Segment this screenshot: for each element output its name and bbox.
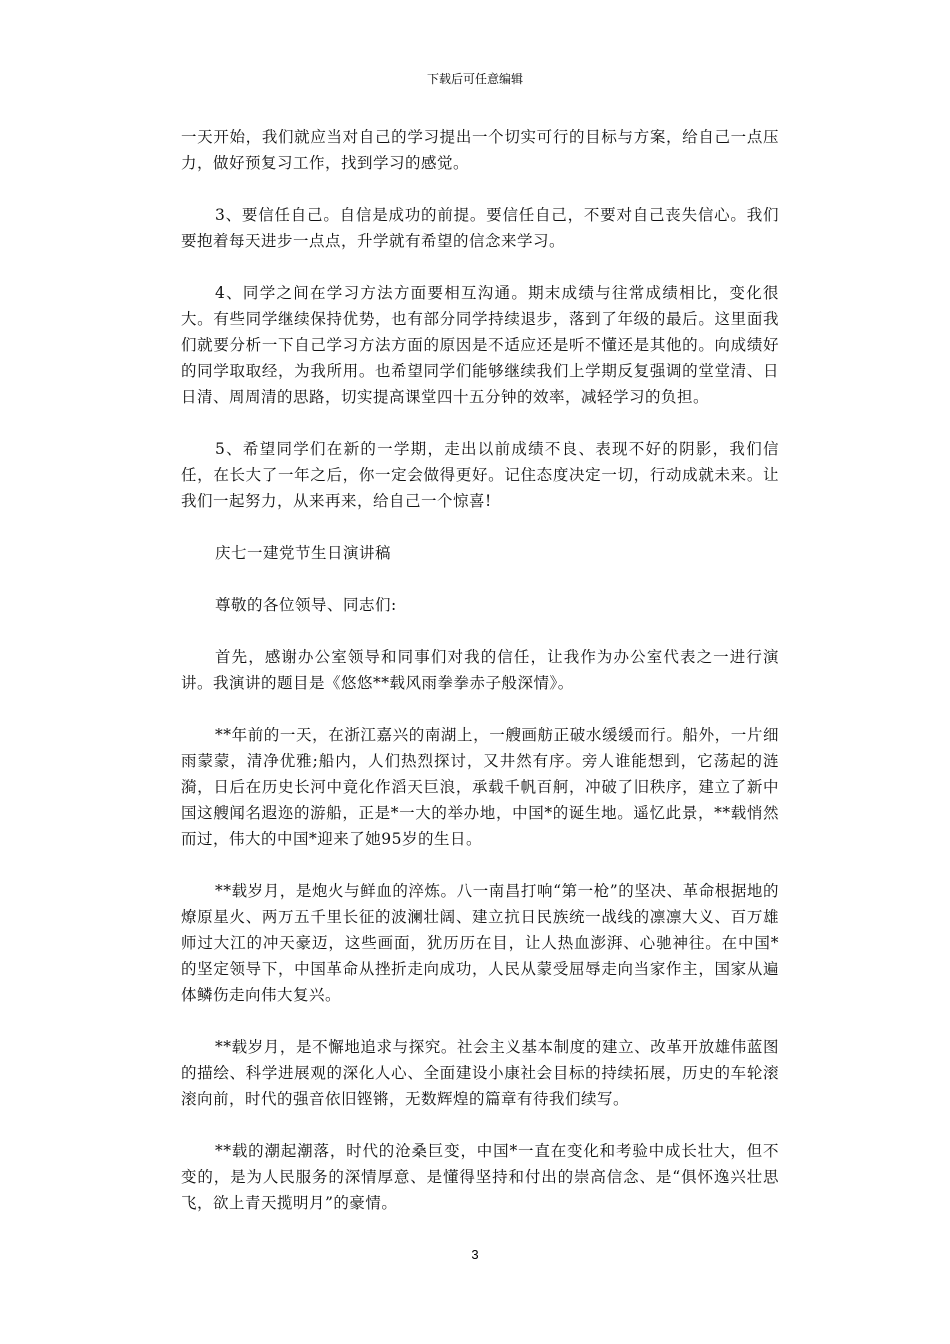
page-header: 下载后可任意编辑: [426, 72, 523, 86]
speech-paragraph-nanhu: **年前的一天，在浙江嘉兴的南湖上，一艘画舫正破水缓缓而行。船外，一片细雨蒙蒙，清净优雅;船内，人们热烈探讨，又井然有序。旁人谁能想到，它荡起的涟漪，日后在历史长河中竟化作滔天巨浪，承载千帆百舸，冲破了旧秩序，建立了新中国这艘闻名遐迩的游船，正是*一大的举办地，中国*的诞生地。遥忆此景，**载悄然而过，伟大的中国*迎来了她95岁的生日。: [181, 726, 779, 848]
paragraph-point-3: 3、要信任自己。自信是成功的前提。要信任自己，不要对自己丧失信心。我们要抱着每天进步一点点，升学就有希望的信念来学习。: [181, 206, 779, 250]
speech-paragraph-pursuit: **载岁月，是不懈地追求与探究。社会主义基本制度的建立、改革开放雄伟蓝图的描绘、科学进展观的深化人心、全面建设小康社会目标的持续拓展，历史的车轮滚滚向前，时代的强音依旧铿锵，无数辉煌的篇章有待我们续写。: [181, 1038, 779, 1108]
speech-title: 庆七一建党节生日演讲稿: [215, 544, 392, 562]
speech-paragraph-revolution: **载岁月，是炮火与鲜血的淬炼。八一南昌打响“第一枪”的坚决、革命根据地的燎原星火、两万五千里长征的波澜壮阔、建立抗日民族统一战线的凛凛大义、百万雄师过大江的冲天豪迈，这些画面，犹历历在目，让人热血澎湃、心驰神往。在中国*的坚定领导下，中国革命从挫折走向成功，人民从蒙受屈辱走向当家作主，国家从遍体鳞伤走向伟大复兴。: [181, 882, 779, 1004]
speech-salutation: 尊敬的各位领导、同志们:: [215, 596, 397, 614]
paragraph-continuation: 一天开始，我们就应当对自己的学习提出一个切实可行的目标与方案，给自己一点压力，做好预复习工作，找到学习的感觉。: [181, 128, 779, 172]
paragraph-point-5: 5、希望同学们在新的一学期，走出以前成绩不良、表现不好的阴影，我们信任，在长大了一年之后，你一定会做得更好。记住态度决定一切，行动成就未来。让我们一起努力，从来再来，给自己一个惊喜!: [181, 440, 779, 510]
document-body: [181, 124, 779, 1242]
page-number: 3: [471, 1247, 479, 1262]
paragraph-point-4: 4、同学之间在学习方法方面要相互沟通。期末成绩与往常成绩相比，变化很大。有些同学继续保持优势，也有部分同学持续退步，落到了年级的最后。这里面我们就要分析一下自己学习方法方面的原因是不适应还是听不懂还是其他的。向成绩好的同学取取经，为我所用。也希望同学们能够继续我们上学期反复强调的堂堂清、日日清、周周清的思路，切实提高课堂四十五分钟的效率，减轻学习的负担。: [181, 284, 779, 406]
speech-paragraph-unchanged: **载的潮起潮落，时代的沧桑巨变，中国*一直在变化和考验中成长壮大，但不变的，是为人民服务的深情厚意、是懂得坚持和付出的崇高信念、是“俱怀逸兴壮思飞，欲上青天揽明月”的豪情。: [181, 1142, 779, 1212]
speech-intro-paragraph: 首先，感谢办公室领导和同事们对我的信任，让我作为办公室代表之一进行演讲。我演讲的题目是《悠悠**载风雨拳拳赤子般深情》。: [181, 648, 779, 692]
